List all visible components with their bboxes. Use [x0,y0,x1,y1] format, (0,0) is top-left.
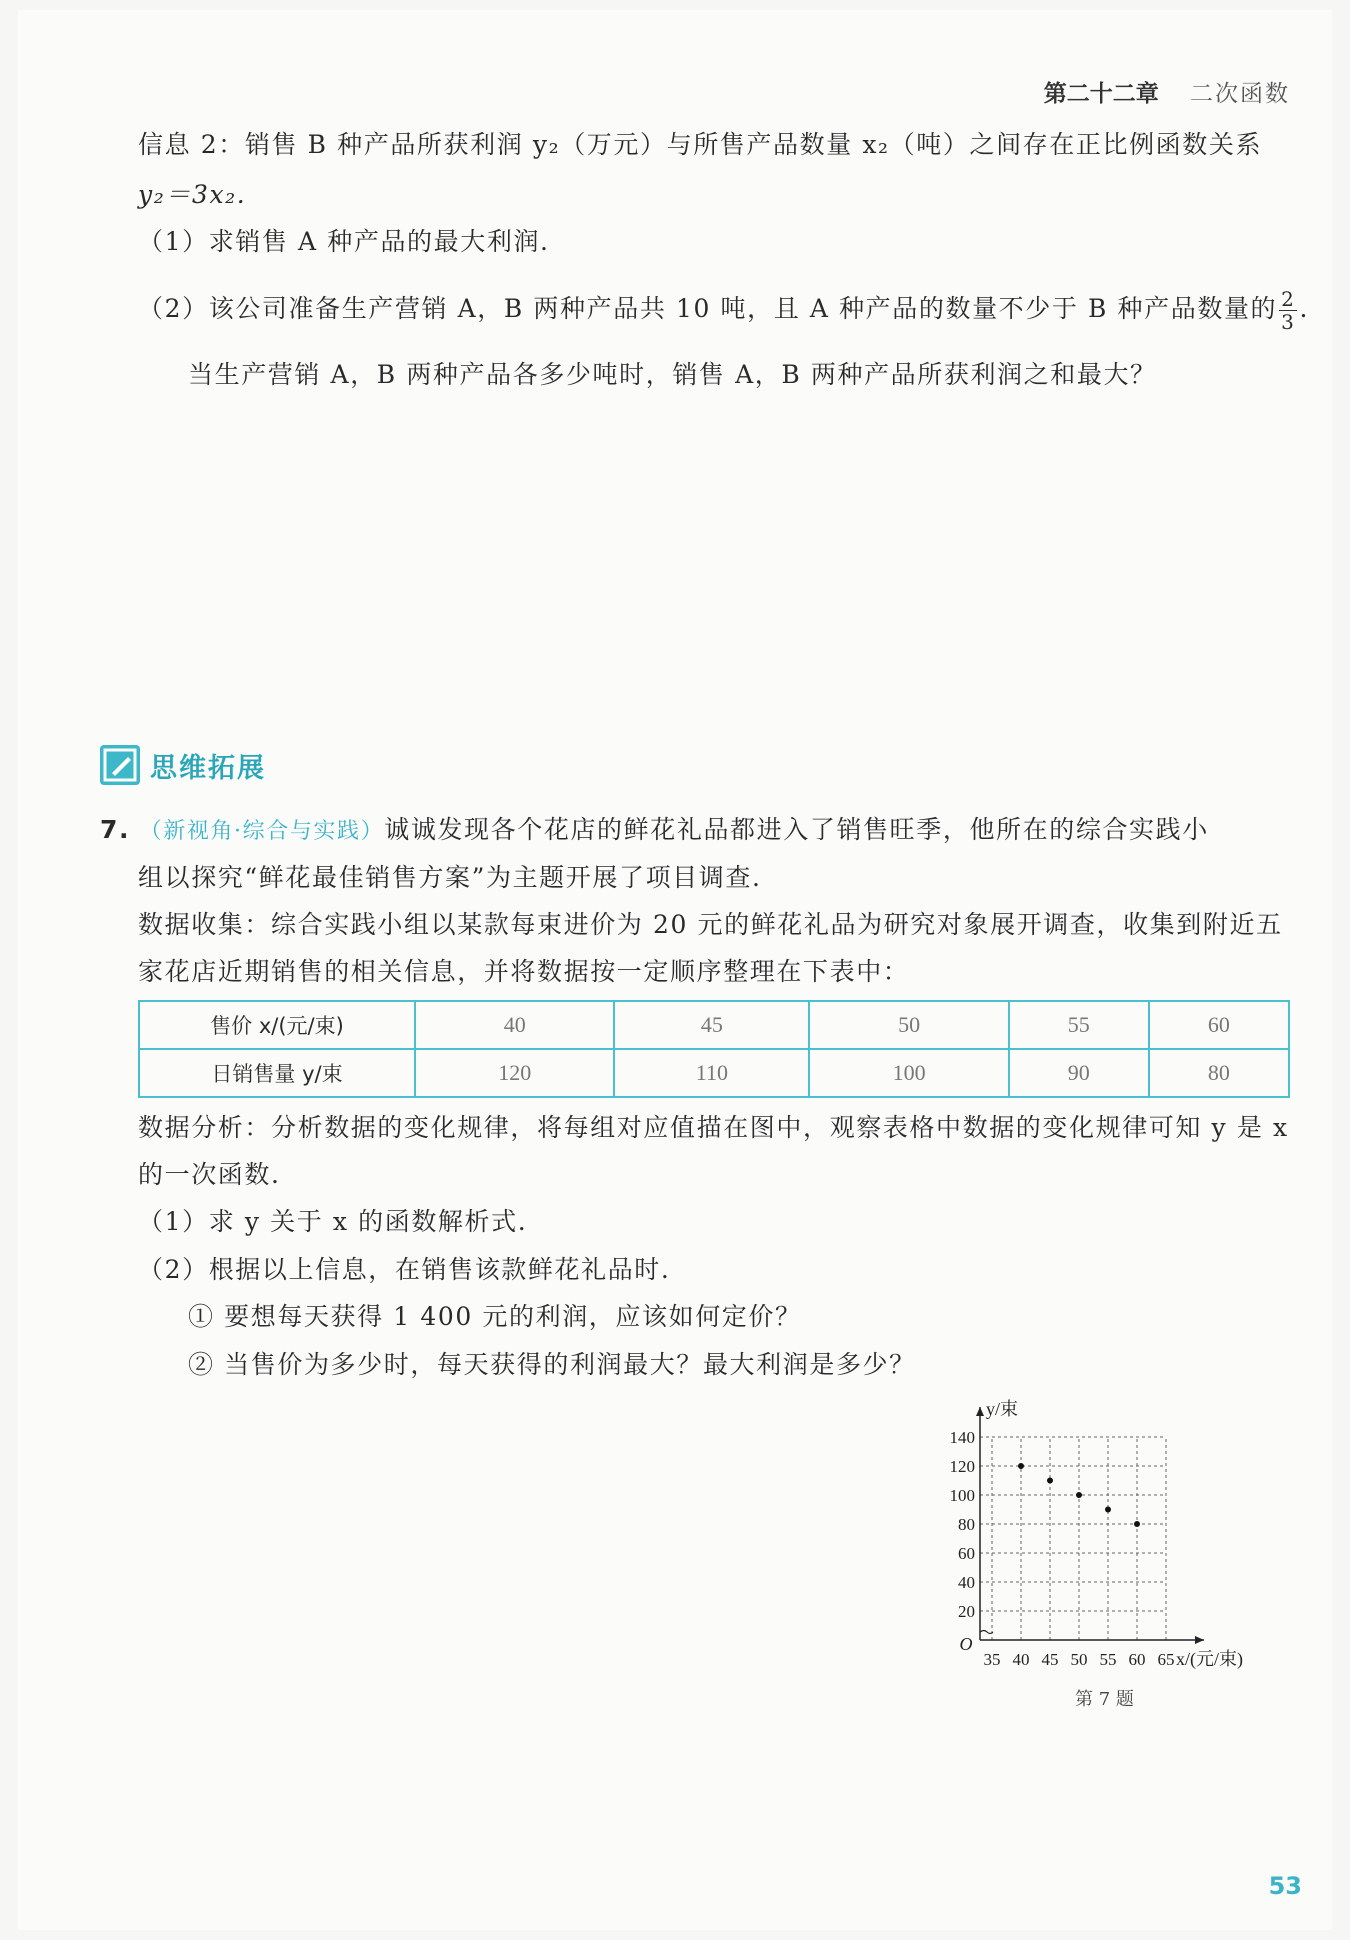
axis-break [980,1631,993,1634]
fraction-end: . [1299,294,1310,323]
figure-caption: 第 7 题 [1075,1689,1134,1710]
data-point [1018,1463,1024,1469]
table-cell: 80 [1149,1049,1289,1097]
table-cell: 100 [809,1049,1008,1097]
problem6-question2-line1 [138,288,1309,333]
x-axis-arrow [1195,1636,1204,1644]
data-point [1047,1478,1053,1484]
page-header [1044,75,1290,108]
info2-line2: y₂＝3x₂. [138,180,247,209]
table-cell: 60 [1149,1001,1289,1049]
x-tick-label: 40 [1012,1650,1030,1669]
y-tick-label: 100 [949,1486,975,1505]
info2-line1: 信息 2：销售 B 种产品所获利润 y₂（万元）与所售产品数量 x₂（吨）之间存在正比例函数关系 [138,130,1263,159]
data-table [138,1000,1290,1098]
fraction-numerator: 2 [1281,287,1296,311]
problem7-question2a: ① 要想每天获得 1 400 元的利润，应该如何定价？ [188,1302,802,1331]
data-collect-line2: 家花店近期销售的相关信息，并将数据按一定顺序整理在下表中： [138,957,910,986]
origin-label: O [959,1634,973,1654]
fraction-denominator: 3 [1281,310,1296,334]
intro-text: 诚诚发现各个花店的鲜花礼品都进入了销售旺季，他所在的综合实践小 [384,815,1209,844]
table-header-price: 售价 x/(元/束) [139,1001,415,1049]
y-tick-label: 20 [958,1602,975,1621]
problem7-intro-line2: 组以探究“鲜花最佳销售方案”为主题开展了项目调查. [138,863,762,892]
q2-text: （2）该公司准备生产营销 A，B 两种产品共 10 吨，且 A 种产品的数量不少于 B 种产品数量的 [138,294,1278,323]
section-title [100,745,266,785]
x-tick-label: 55 [1099,1650,1117,1669]
y-tick-label: 120 [949,1457,975,1476]
section-title-text: 思维拓展 [150,752,266,784]
table-header-sales: 日销售量 y/束 [139,1049,415,1097]
page-number: 53 [1268,1872,1302,1900]
data-point [1134,1521,1140,1527]
analysis-line1: 数据分析：分析数据的变化规律，将每组对应值描在图中，观察表格中数据的变化规律可知 y 是 x [138,1113,1289,1142]
problem-number: 7. [100,815,131,844]
table-cell: 120 [415,1049,614,1097]
table-cell: 40 [415,1001,614,1049]
problem7-question2: （2）根据以上信息，在销售该款鲜花礼品时. [138,1255,671,1284]
table-cell: 90 [1009,1049,1149,1097]
problem-tag: （新视角·综合与实践） [139,819,385,844]
scatter-chart [930,1385,1290,1679]
data-point [1076,1492,1082,1498]
table-cell: 110 [614,1049,809,1097]
fraction [1279,288,1297,333]
y-tick-label: 40 [958,1573,975,1592]
analysis-line2: 的一次函数. [138,1160,281,1189]
y-axis-arrow [976,1407,984,1416]
data-collect-line1: 数据收集：综合实践小组以某款每束进价为 20 元的鲜花礼品为研究对象展开调查，收集到附近五 [138,910,1283,939]
y-tick-label: 60 [958,1544,975,1563]
x-tick-label: 50 [1070,1650,1088,1669]
x-axis-label: x/(元/束) [1176,1649,1243,1669]
x-tick-label: 60 [1128,1650,1146,1669]
table-row [139,1001,1289,1049]
chapter-label: 第二十二章 [1043,81,1159,107]
x-tick-label: 45 [1041,1650,1059,1669]
table-cell: 50 [809,1001,1008,1049]
problem6-question2-line2: 当生产营销 A，B 两种产品各多少吨时，销售 A，B 两种产品所获利润之和最大？ [188,360,1157,389]
pencil-icon [100,745,140,785]
problem7-question2b: ② 当售价为多少时，每天获得的利润最大？最大利润是多少？ [188,1350,916,1379]
table-cell: 55 [1009,1001,1149,1049]
table-cell: 45 [614,1001,809,1049]
chart-svg [930,1385,1290,1675]
problem7-question1: （1）求 y 关于 x 的函数解析式. [138,1207,528,1236]
problem6-question1: （1）求销售 A 种产品的最大利润. [138,227,550,256]
subject-label: 二次函数 [1190,81,1290,107]
problem7-intro-line1 [100,810,1209,846]
x-tick-label: 65 [1157,1650,1175,1669]
y-axis-label: y/束 [986,1399,1019,1419]
x-tick-label: 35 [983,1650,1001,1669]
table-row [139,1049,1289,1097]
y-tick-label: 80 [958,1515,975,1534]
y-tick-label: 140 [949,1428,975,1447]
data-point [1105,1507,1111,1513]
